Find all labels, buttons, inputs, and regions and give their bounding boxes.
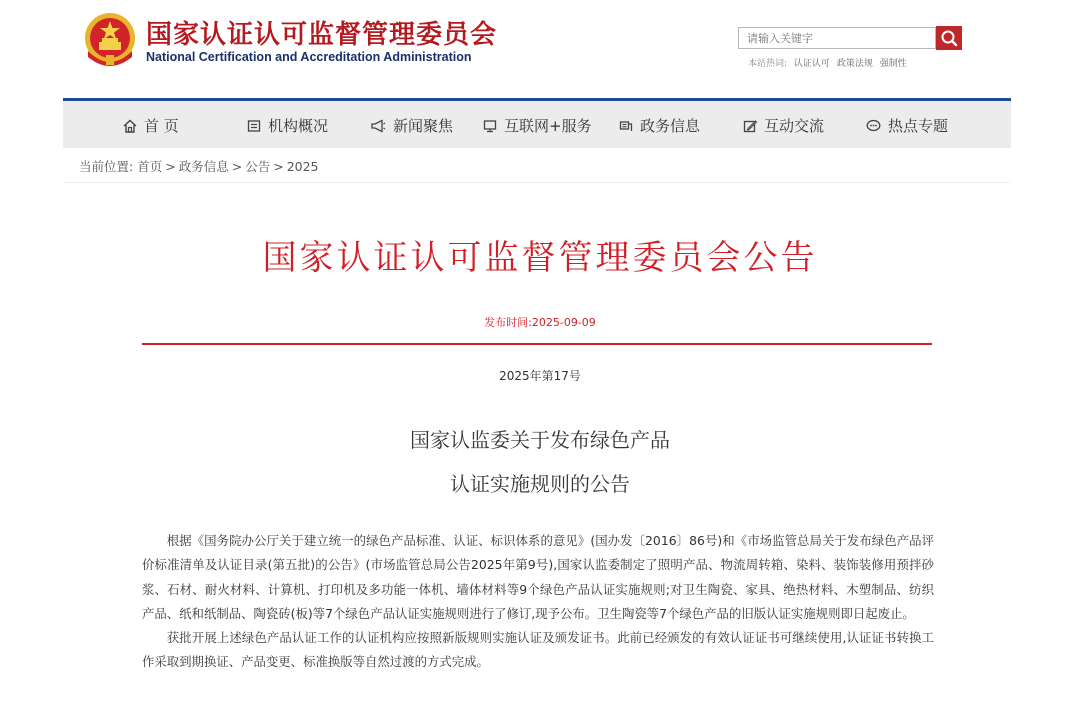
search-button[interactable] <box>936 26 962 50</box>
nav-label: 热点专题 <box>888 117 949 135</box>
internet-service-icon <box>483 119 497 133</box>
site-name-en[interactable]: National Certification and Accreditation Administration <box>146 50 472 64</box>
nav-label: 首 页 <box>144 117 179 135</box>
article-subtitle-line1: 国家认监委关于发布绿色产品 <box>410 428 670 452</box>
nav-item-org[interactable] <box>247 115 328 136</box>
breadcrumb-link[interactable]: 首页 <box>137 159 163 174</box>
breadcrumb-link[interactable]: 政务信息 <box>178 159 229 174</box>
nav-label: 新闻聚焦 <box>393 117 454 135</box>
hot-words <box>748 56 911 69</box>
nav-label: 互动交流 <box>764 117 825 135</box>
article-title: 国家认证认可监督管理委员会公告 <box>262 238 818 278</box>
home-icon <box>123 119 137 133</box>
breadcrumb-link[interactable]: 公告 <box>245 159 271 174</box>
breadcrumb-link[interactable]: 2025 <box>286 159 319 174</box>
breadcrumb-divider <box>63 182 1011 183</box>
article-paragraph: 根据《国务院办公厅关于建立统一的绿色产品标准、认证、标识体系的意见》(国办发〔2016〕86号)和《市场监管总局关于发布绿色产品评价标准清单及认证目录(第五批)的公告》(市场监管总局公告2025年第9号),国家认监委制定了照明产品、物流周转箱、染料、装饰装修用预拌砂浆、石材、耐火材料、计算机、打印机及多功能一体机、墙体材料等9个绿色产品认证实施规则;对卫生陶瓷、家具、绝热材料、木塑制品、纺织产品、纸和纸制品、陶瓷砖(板)等7个绿色产品认证实施规则进行了修订,现予公布。卫生陶瓷等7个绿色产品的旧版认证实施规则即日起废止。 <box>142 533 934 621</box>
title-divider <box>142 343 932 345</box>
breadcrumb-label: 当前位置: <box>79 159 134 174</box>
hot-word-link[interactable]: 强制性 <box>879 59 907 69</box>
nav-item-gov-info[interactable] <box>619 115 700 136</box>
nav-item-internet-service[interactable] <box>483 115 592 136</box>
article-paragraph: 获批开展上述绿色产品认证工作的认证机构应按照新版规则实施认证及颁发证书。此前已经颁发的有效认证证书可继续使用,认证证书转换工作采取到期换证、产品变更、标准换版等自然过渡的方式完成。 <box>142 630 934 670</box>
hot-topics-icon <box>866 119 881 133</box>
site-name-cn[interactable]: 国家认证认可监督管理委员会 <box>146 20 498 50</box>
nav-item-home[interactable] <box>123 115 179 136</box>
nav-item-news[interactable] <box>371 115 453 136</box>
hot-words-label: 本站热词: <box>748 59 788 69</box>
doc-number: 2025年第17号 <box>499 369 581 383</box>
nav-label: 机构概况 <box>268 117 329 135</box>
breadcrumb <box>79 157 319 175</box>
national-emblem-icon[interactable] <box>82 11 138 71</box>
org-icon <box>247 119 261 133</box>
news-icon <box>371 119 386 133</box>
nav-item-hot-topics[interactable] <box>866 115 948 136</box>
gov-info-icon <box>619 119 633 133</box>
hot-word-link[interactable]: 政策法规 <box>836 59 873 69</box>
nav-item-interaction[interactable] <box>743 115 824 136</box>
breadcrumb-separator: > <box>273 159 284 174</box>
breadcrumb-separator: > <box>231 159 243 174</box>
publish-time: 发布时间:2025-09-09 <box>484 316 596 329</box>
nav-label: 政务信息 <box>640 117 701 135</box>
breadcrumb-separator: > <box>165 159 176 174</box>
nav-label: 互联网+服务 <box>504 117 592 135</box>
article-body <box>142 529 934 675</box>
interaction-icon <box>743 119 757 133</box>
article-subtitle-line2: 认证实施规则的公告 <box>450 472 630 496</box>
site-header <box>0 0 1080 98</box>
hot-word-link[interactable]: 认证认可 <box>793 59 830 69</box>
search-input[interactable] <box>738 27 936 49</box>
main-nav <box>63 98 1011 148</box>
search-icon <box>936 26 962 50</box>
